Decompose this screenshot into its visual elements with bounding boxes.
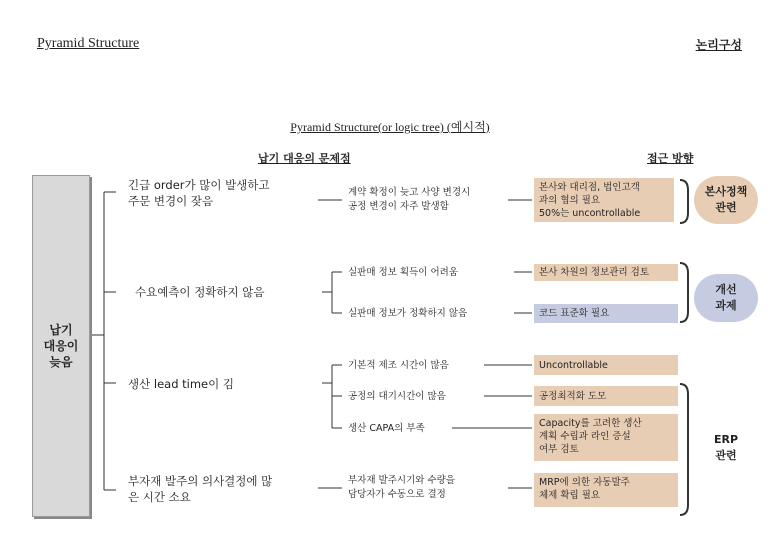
approach-process-optimization: 공정최적화 도모 (534, 386, 678, 406)
cause-lead-time: 생산 lead time이 김 (128, 377, 235, 391)
diagram-subtitle: Pyramid Structure(or logic tree) (예시적) (290, 120, 490, 134)
subcause-manufacturing-time: 기본적 제조 시간이 많음 (348, 360, 449, 371)
subcause-sales-info-inaccurate: 실판매 정보가 정확하지 않음 (348, 308, 468, 319)
subcause-manual-ordering: 부자재 발주시기와 수량을 담당자가 수동으로 결정 (348, 475, 455, 500)
approach-info-management: 본사 차원의 정보관리 검토 (534, 264, 678, 281)
approach-capacity-planning: Capacity를 고려한 생산 계획 수립과 라인 증설 여부 검토 (534, 414, 678, 461)
cause-material-ordering: 부자재 발주의 의사결정에 많 은 시간 소요 (128, 474, 273, 504)
tag-improvement (694, 274, 758, 322)
approach-hq-consultation: 본사와 대리점, 법인고객 과의 협의 필요 50%는 uncontrollable (534, 178, 674, 222)
tag-improvement-label: 개선 과제 (715, 283, 737, 312)
root-problem-node (32, 175, 90, 517)
approach-uncontrollable: Uncontrollable (534, 355, 678, 375)
approach-code-standardization: 코드 표준화 필요 (534, 304, 678, 323)
approach-mrp-ordering: MRP에 의한 자동발주 체제 확립 필요 (534, 473, 678, 507)
page-section-label: 논리구성 (695, 38, 742, 52)
cause-urgent-orders: 긴급 order가 많이 발생하고 주문 변경이 잦음 (128, 178, 270, 208)
root-problem-label: 납기 대응이 늦음 (43, 323, 79, 369)
problems-column-header: 납기 대응의 문제점 (258, 152, 351, 165)
subcause-contract-delay: 계약 확정이 늦고 사양 변경시 공정 변경이 자주 발생함 (348, 187, 471, 212)
approach-column-header: 접근 방향 (647, 152, 694, 165)
tag-erp-label: ERP 관련 (713, 433, 739, 462)
cause-demand-forecast: 수요예측이 정확하지 않음 (135, 285, 265, 299)
tag-hq-policy-label: 본사정책 관련 (704, 185, 748, 214)
subcause-capa-shortage: 생산 CAPA의 부족 (348, 423, 425, 434)
subcause-waiting-time: 공정의 대기시간이 많음 (348, 391, 446, 402)
page-header-title: Pyramid Structure (37, 36, 140, 51)
subcause-sales-info-hard: 실판매 정보 획득이 어려움 (348, 267, 459, 278)
tag-hq-policy (694, 176, 758, 224)
tag-erp (704, 430, 748, 466)
